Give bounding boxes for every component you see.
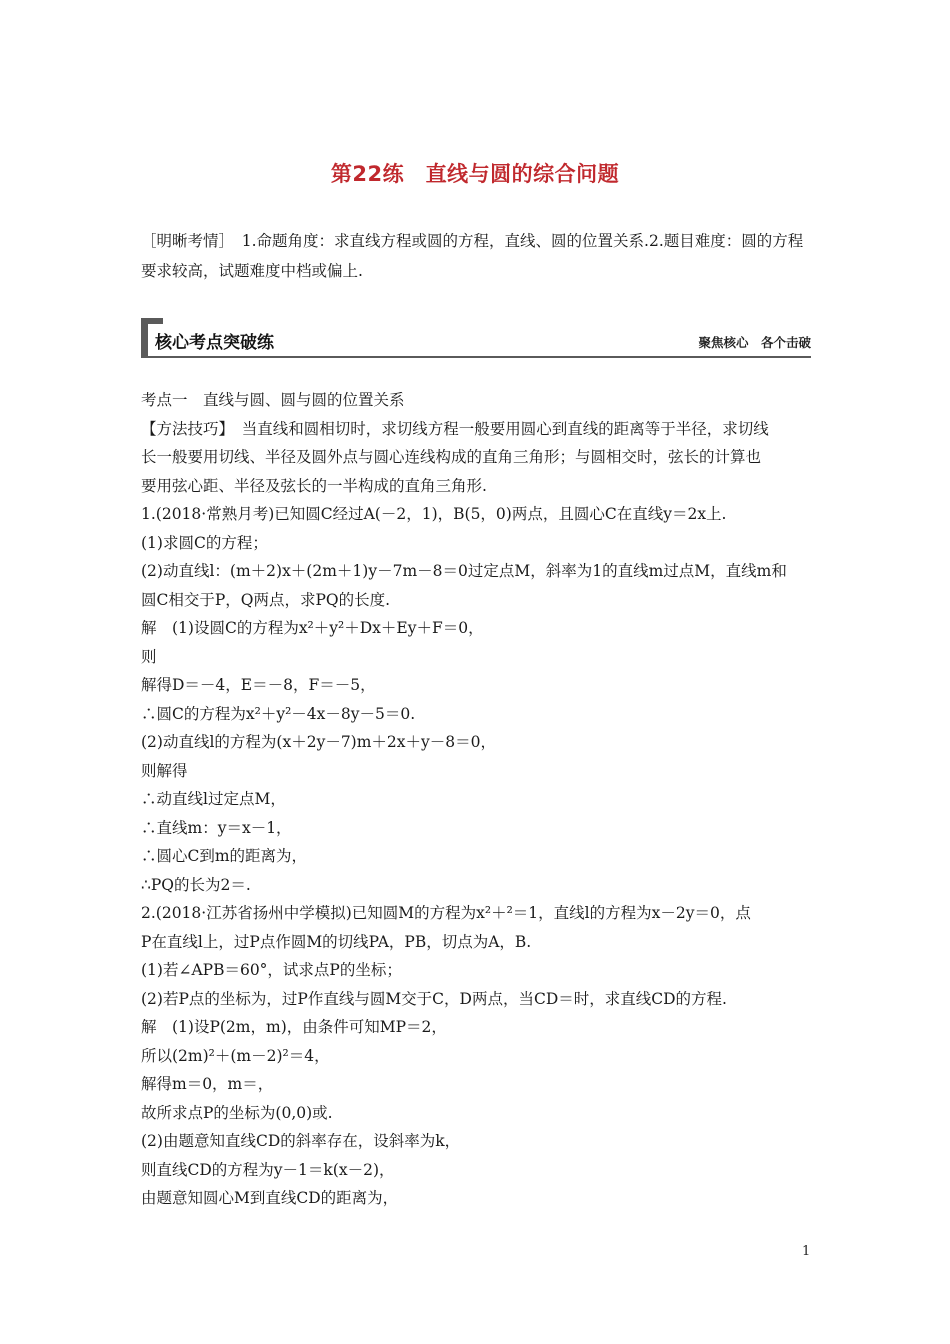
text-line: (2)由题意知直线CD的斜率存在，设斜率为k， — [141, 1132, 461, 1150]
text-line: 故所求点P的坐标为(0,0)或. — [141, 1103, 333, 1122]
text-line: 解得m＝0，m＝， — [141, 1075, 274, 1093]
section-title: 核心考点突破练 — [155, 333, 274, 353]
text-line: 【方法技巧】 当直线和圆相切时，求切线方程一般要用圆心到直线的距离等于半径，求切线 — [141, 419, 769, 438]
text-line: (2)动直线l：(m＋2)x＋(2m＋1)y－7m－8＝0过定点M，斜率为1的直线m过点M，直线m和 — [141, 562, 787, 580]
text-line: 2.(2018·江苏省扬州中学模拟)已知圆M的方程为x²＋²＝1，直线l的方程为x－2y＝0，点 — [141, 904, 751, 922]
text-line: ∴PQ的长为2＝. — [141, 875, 251, 894]
text-line: 所以(2m)²＋(m－2)²＝4， — [141, 1046, 330, 1065]
page-title: 第22练 直线与圆的综合问题 — [330, 162, 620, 186]
text-line: 长一般要用切线、半径及圆外点与圆心连线构成的直角三角形；与圆相交时，弦长的计算也 — [141, 448, 762, 466]
text-line: 解 (1)设P(2m，m)，由条件可知MP＝2， — [141, 1018, 447, 1036]
text-line: 解 (1)设圆C的方程为x²＋y²＋Dx＋Ey＋F＝0， — [141, 619, 484, 637]
text-line: 解得D＝－4，E＝－8，F＝－5， — [141, 676, 376, 694]
intro-paragraph: ［明晰考情］ 1.命题角度：求直线方程或圆的方程，直线、圆的位置关系.2.题目难度：圆的方程要求较高，试题难度中档或偏上. — [141, 232, 804, 280]
text-line: 1.(2018·常熟月考)已知圆C经过A(－2，1)，B(5，0)两点，且圆心C在直线y＝2x上. — [141, 505, 727, 523]
text-line: ∴直线m：y＝x－1， — [141, 818, 292, 837]
text-line: 则直线CD的方程为y－1＝k(x－2)， — [141, 1160, 395, 1179]
text-line: 则解得 — [141, 761, 188, 780]
text-line: ∴动直线l过定点M， — [141, 790, 286, 808]
text-line: (2)动直线l的方程为(x＋2y－7)m＋2x＋y－8＝0， — [141, 733, 497, 751]
text-line: P在直线l上，过P点作圆M的切线PA，PB，切点为A，B. — [141, 932, 532, 951]
section-header — [141, 318, 811, 358]
content-body — [141, 386, 811, 1213]
text-line: ∴圆C的方程为x²＋y²－4x－8y－5＝0. — [141, 704, 416, 723]
text-line: 由题意知圆心M到直线CD的距离为， — [141, 1189, 399, 1207]
text-line: (1)求圆C的方程； — [141, 533, 268, 552]
text-line: (1)若∠APB＝60°，试求点P的坐标； — [141, 961, 402, 979]
section-corner-mark-top — [141, 318, 163, 324]
text-line: 要用弦心距、半径及弦长的一半构成的直角三角形. — [141, 476, 487, 495]
text-line: 圆C相交于P，Q两点，求PQ的长度. — [141, 590, 391, 609]
section-tagline: 聚焦核心 各个击破 — [698, 335, 811, 350]
text-line: (2)若P点的坐标为，过P作直线与圆M交于C，D两点，当CD＝时，求直线CD的方程. — [141, 989, 727, 1008]
text-line: 则 — [141, 647, 157, 666]
text-line: 考点一 直线与圆、圆与圆的位置关系 — [141, 391, 405, 409]
text-line: ∴圆心C到m的距离为， — [141, 847, 308, 865]
page-number: 1 — [802, 1244, 811, 1259]
section-corner-mark — [141, 318, 148, 358]
section-rule — [141, 356, 811, 358]
